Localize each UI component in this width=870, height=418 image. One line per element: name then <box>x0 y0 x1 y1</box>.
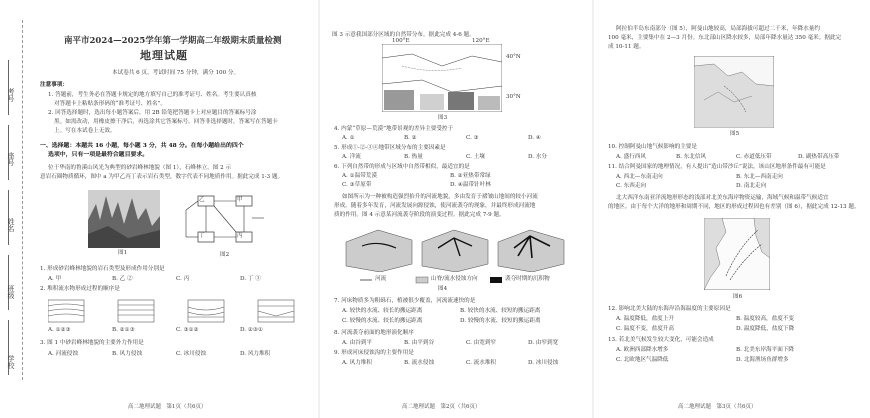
page-footer: 高二地理试题 第1页（共6页） <box>128 404 207 410</box>
question-3: 3. 图 1 中砂岩峰林地貌的主要外力作用是 <box>40 340 144 346</box>
fig2-diagram <box>180 190 270 250</box>
intro-line: 位于华南的鲁溪山风光为典型的砂岩峰林地貌（图 1），石峰林立。图 2 示 <box>48 165 232 171</box>
q11-option-b[interactable]: B. 东北—西南走向 <box>736 174 783 180</box>
question-5: 5. 形成①-②-③④地带区域分布的主要因素是 <box>334 145 446 151</box>
fig5-caption: 图5 <box>730 131 740 137</box>
q4-option-a[interactable]: A. ① <box>342 135 355 141</box>
q3-option-d[interactable]: D. 风力堆积 <box>240 351 271 357</box>
binding-label-xueji: 学校 <box>7 355 15 369</box>
q10-option-d[interactable]: D. 副热带高压带 <box>798 154 840 160</box>
question-9: 9. 形成河床侵蚀沟的主要作用是 <box>334 350 414 356</box>
fig5-map <box>694 56 774 128</box>
q12-option-a[interactable]: A. 温度降低，盐度上升 <box>616 316 674 322</box>
map-label: 30°N <box>506 94 521 100</box>
note-line: 2. 回答选择题时，选出每小题答案后，用 2B 铅笔把答题卡上对应题目的答案标号涂 <box>48 110 257 116</box>
exam-page-2 <box>320 0 592 418</box>
q1-option-c[interactable]: C. 丙 <box>176 276 190 282</box>
q7-option-a[interactable]: A. 较快的水流、较长的搬运距离 <box>342 308 423 314</box>
q11-option-c[interactable]: C. 东西走向 <box>616 183 647 189</box>
fig6-map <box>704 218 770 290</box>
notes-title: 注意事项： <box>40 82 68 88</box>
q7-option-d[interactable]: D. 较慢的水流、较短的搬运距离 <box>460 318 541 324</box>
intro-line: 100 毫米，主要集中在 2—3 月份。东北部山区降水较多，局部年降水量达 350 毫米。据此完 <box>608 35 842 41</box>
q3-option-a[interactable]: A. 河流侵蚀 <box>48 351 78 357</box>
question-6: 6. 下列自然带的形成与区域中自然带相似，最适宜的是 <box>334 164 470 170</box>
q6-option-a[interactable]: A. ①温带荒漠 <box>342 173 377 179</box>
q13-option-b[interactable]: B. 北美东岸海平面下降 <box>736 347 795 353</box>
q7-option-c[interactable]: C. 较慢的水流、较长的搬运距离 <box>342 318 423 324</box>
q3-option-c[interactable]: C. 冰川侵蚀 <box>176 351 207 357</box>
q9-option-d[interactable]: D. 冰川侵蚀 <box>528 360 559 366</box>
q5-option-d[interactable]: D. 水分 <box>528 154 548 160</box>
q2-option-a[interactable]: A. ①②③ <box>48 327 71 333</box>
exam-title: 地理试题 <box>140 49 188 62</box>
q4-option-b[interactable]: B. ② <box>404 135 417 141</box>
fig4-legend-label: 山脊/流水侵蚀方向 <box>431 276 478 282</box>
strata-diagrams <box>48 298 298 324</box>
q8-option-c[interactable]: C. 由宽到窄 <box>466 340 497 346</box>
binding-label-banji: 班级 <box>7 285 15 299</box>
question-10: 10. 控制阿曼山地气候影响的主要是 <box>608 144 697 150</box>
question-13: 13. 若北美气候发生较大变化，可能会造成 <box>608 337 714 343</box>
note-line: 黑。如需改动，用橡皮擦干净后，再选涂其它答案标号。回答非选择题时，答案写在答题卡 <box>54 119 278 125</box>
fig2-label: 丙 <box>237 233 243 239</box>
q1-option-a[interactable]: A. 甲 <box>48 276 62 282</box>
q13-option-a[interactable]: A. 欧洲西部降水增多 <box>616 347 669 353</box>
q9-option-b[interactable]: B. 流水侵蚀 <box>404 360 435 366</box>
q9-option-a[interactable]: A. 风力堆积 <box>342 360 372 366</box>
q1-option-b[interactable]: B. 乙 ② <box>112 276 133 282</box>
exam-subtitle: 本试卷共 6 页。考试时间 75 分钟，满分 100 分。 <box>112 70 240 76</box>
q4-option-d[interactable]: D. ④ <box>528 135 541 141</box>
q7-option-b[interactable]: B. 较快的水流、较短的搬运距离 <box>460 308 541 314</box>
exam-page-1 <box>0 0 318 418</box>
note-line: 1. 答题前，考生务必在答题卡规定的地方填写自己的准考证号、姓名。考生要认真核 <box>48 92 257 98</box>
intro-line: 阿拉伯半岛东南部分（图 5），阿曼山地较高，局部海拔可超过二千米，年降水量约 <box>616 26 820 32</box>
note-line: 对答题卡上粘贴条形码的“准考证号、姓名”。 <box>54 101 167 107</box>
q9-option-c[interactable]: C. 流水堆积 <box>466 360 497 366</box>
binding-label-zuowei: 座号 <box>7 152 15 166</box>
q3-option-b[interactable]: B. 风力侵蚀 <box>112 351 143 357</box>
q11-option-d[interactable]: D. 南北走向 <box>736 183 767 189</box>
q6-option-b[interactable]: B. ②亚热带常绿 <box>450 173 491 179</box>
q10-option-a[interactable]: A. 盛行西风 <box>616 154 646 160</box>
fig4-caption: 图4 <box>438 286 448 292</box>
map-label: 40°N <box>506 54 521 60</box>
q2-option-c[interactable]: C. ③①② <box>176 327 199 333</box>
intro-line: 意岩石圈物质循环，图中 a 为甲乙丙丁表示岩石类型，数字代表不同地质作用。据此完成 1-3 题。 <box>40 174 284 180</box>
question-7: 7. 河床物质多为粗砾石，植被很少覆盖，河流流速快的是 <box>334 298 476 304</box>
intro-line: 的地区。由于每个大洋的地形和周期不同，地区的形成过程因也有差别（图 6），据此完成 12-13 题。 <box>608 204 860 210</box>
fig4-river-diagram <box>342 226 570 272</box>
page-footer: 高二地理试题 第3页（共6页） <box>678 404 757 410</box>
fig1-photo <box>88 190 160 248</box>
q13-option-d[interactable]: D. 北海渔场鱼群增多 <box>736 357 789 363</box>
q5-option-b[interactable]: B. 热量 <box>404 154 423 160</box>
q11-option-a[interactable]: A. 西北—东南走向 <box>616 174 663 180</box>
q12-option-c[interactable]: C. 温度不变，盐度升高 <box>616 326 674 332</box>
section-title-2: 选项中，只有一项是最符合题目要求。 <box>48 151 149 158</box>
q8-option-a[interactable]: A. 由谷到平 <box>342 340 372 346</box>
intro-line: 如图所示为一种被构造强烈抬升的河流地貌，多由发育于褶皱山地间的较小河流 <box>342 194 538 200</box>
fig2-label: 丁 <box>199 233 205 239</box>
intro-line: 成 10-11 题。 <box>608 44 645 50</box>
q10-option-c[interactable]: C. 赤道低压带 <box>736 154 772 160</box>
fig2-label: 乙 <box>199 197 205 203</box>
fig2-caption: 图2 <box>220 252 230 258</box>
intro-line: 形成。随着多年发育，河流发展向源侵蚀，使河流袭夺的现象，并最终形成河流地 <box>334 203 536 209</box>
q5-option-a[interactable]: A. 洋流 <box>342 154 361 160</box>
fig4-legend-label: 河流 <box>375 276 387 282</box>
map-label: 100°E <box>392 38 410 44</box>
q12-option-b[interactable]: B. 温度较高，盐度不变 <box>736 316 795 322</box>
page-footer: 高二地理试题 第2页（共6页） <box>402 404 481 410</box>
question-1: 1. 形成砂岩峰林地貌的岩石类型及形成作用分别是 <box>40 266 165 272</box>
fig1-caption: 图1 <box>118 250 128 256</box>
binding-margin <box>0 0 30 418</box>
q2-option-b[interactable]: B. ②①③ <box>112 327 135 333</box>
q6-option-d[interactable]: D. ④温带针叶林 <box>450 182 491 188</box>
intro-line: 质的作用。图 4 示意某河流袭夺阶段的演变过程。据此完成 7-9 题。 <box>334 212 505 218</box>
q8-option-d[interactable]: D. 由窄到宽 <box>528 340 559 346</box>
q5-option-c[interactable]: C. 土壤 <box>466 154 485 160</box>
exam-page-3 <box>594 0 870 418</box>
intro-line: 图 3 示意我国部分区域的自然带分布。据此完成 4-6 题。 <box>332 32 475 38</box>
q8-option-b[interactable]: B. 由平到谷 <box>404 340 435 346</box>
section-title: 一、选择题：本题共 16 小题，每小题 3 分，共 48 分。在每小题给出的四个 <box>40 142 244 149</box>
binding-label-xingming: 姓名 <box>7 218 15 232</box>
binding-line <box>22 20 23 380</box>
question-12: 12. 影响北美大陆的东海岸沿海温度的主要原因是 <box>608 306 731 312</box>
intro-line: 北大西洋东南亚洋流地形形态的浅部对北美东海岸物资运输，海域气候和温带气候适宜 <box>616 195 829 201</box>
question-11: 11. 结合阿曼国家的地理情况，有人提出“造山带沙丘”说法，该山区地形条件最有可能是 <box>608 164 826 170</box>
q2-option-d[interactable]: D. ②③① <box>240 327 263 333</box>
binding-label-kaohao: 考号 <box>7 88 15 102</box>
question-8: 8. 河流袭夺前面的地形演化顺序 <box>334 330 414 336</box>
question-4: 4. 内蒙“草原—荒漠”地带景观的差异主要受控于 <box>334 126 454 132</box>
fig2-label: 甲 <box>237 197 243 203</box>
q12-option-d[interactable]: D. 温度降低，盐度下降 <box>736 326 795 332</box>
q4-option-c[interactable]: C. ③ <box>466 135 479 141</box>
q1-option-d[interactable]: D. 丁 ③ <box>240 276 261 282</box>
fig3-map <box>382 44 502 112</box>
fig4-legend-label: 袭夺时期的沉积物 <box>505 276 550 282</box>
fig6-caption: 图6 <box>733 294 743 300</box>
fig3-caption: 图3 <box>438 115 448 121</box>
q13-option-c[interactable]: C. 北欧地区气温降低 <box>616 357 669 363</box>
exam-header: 南平市2024—2025学年第一学期高二年级期末质量检测 <box>64 36 282 46</box>
q10-option-b[interactable]: B. 东北信风 <box>676 154 707 160</box>
map-label: 120°E <box>472 38 490 44</box>
question-2: 2. 堆积流水物形成过程的顺序是 <box>40 286 120 292</box>
q6-option-c[interactable]: C. ③草原带 <box>342 182 372 188</box>
note-line: 上。写在本试卷上无效。 <box>54 128 116 134</box>
